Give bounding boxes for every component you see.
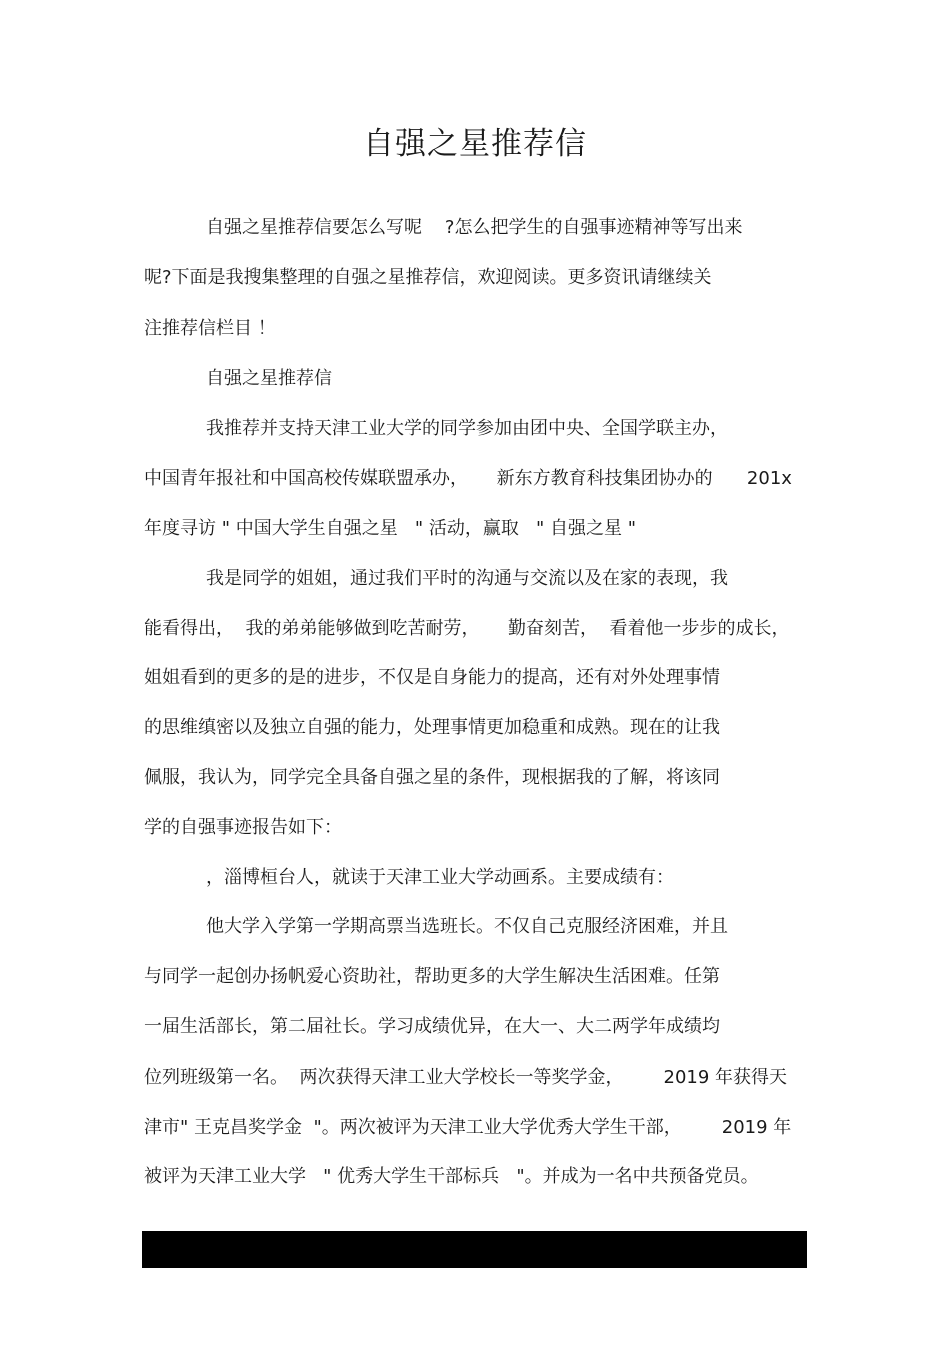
paragraph-line: 位列班级第一名。 两次获得天津工业大学校长一等奖学金， 2019 年获得天	[144, 1067, 788, 1088]
paragraph-line: 我是同学的姐姐，通过我们平时的沟通与交流以及在家的表现，我	[206, 568, 728, 589]
redaction-bar	[142, 1231, 807, 1268]
paragraph-line: 一届生活部长，第二届社长。学习成绩优异，在大一、大二两学年成绩均	[144, 1016, 720, 1037]
paragraph-line: 呢?下面是我搜集整理的自强之星推荐信，欢迎阅读。更多资讯请继续关	[144, 267, 712, 288]
paragraph-line: 他大学入学第一学期高票当选班长。不仅自己克服经济困难，并且	[206, 916, 728, 937]
paragraph-line: 中国青年报社和中国高校传媒联盟承办， 新东方教育科技集团协办的 201x	[144, 468, 792, 489]
section-heading: 自强之星推荐信	[206, 368, 332, 389]
paragraph-line: 能看得出， 我的弟弟能够做到吃苦耐劳， 勤奋刻苦， 看着他一步步的成长，	[144, 618, 790, 639]
paragraph-line: ，淄博桓台人，就读于天津工业大学动画系。主要成绩有：	[206, 867, 674, 888]
paragraph-line: 被评为天津工业大学 " 优秀大学生干部标兵 "。并成为一名中共预备党员。	[144, 1166, 759, 1187]
paragraph-line: 津市" 王克昌奖学金 "。两次被评为天津工业大学优秀大学生干部， 2019 年	[144, 1117, 792, 1138]
paragraph-line: 学的自强事迹报告如下：	[144, 817, 342, 838]
paragraph-line: 我推荐并支持天津工业大学的同学参加由团中央、全国学联主办，	[206, 418, 728, 439]
paragraph-line: 的思维缜密以及独立自强的能力，处理事情更加稳重和成熟。现在的让我	[144, 717, 720, 738]
paragraph-line: 注推荐信栏目 ！	[144, 318, 276, 339]
document-title: 自强之星推荐信	[363, 126, 587, 162]
paragraph-line: 佩服，我认为，同学完全具备自强之星的条件，现根据我的了解，将该同	[144, 767, 720, 788]
paragraph-line: 与同学一起创办扬帆爱心资助社，帮助更多的大学生解决生活困难。任第	[144, 966, 720, 987]
paragraph-line: 姐姐看到的更多的是的进步，不仅是自身能力的提高，还有对外处理事情	[144, 667, 720, 688]
paragraph-line: 年度寻访 " 中国大学生自强之星 " 活动，赢取 " 自强之星 "	[144, 518, 637, 539]
paragraph-line: 自强之星推荐信要怎么写呢 ?怎么把学生的自强事迹精神等写出来	[206, 217, 743, 238]
